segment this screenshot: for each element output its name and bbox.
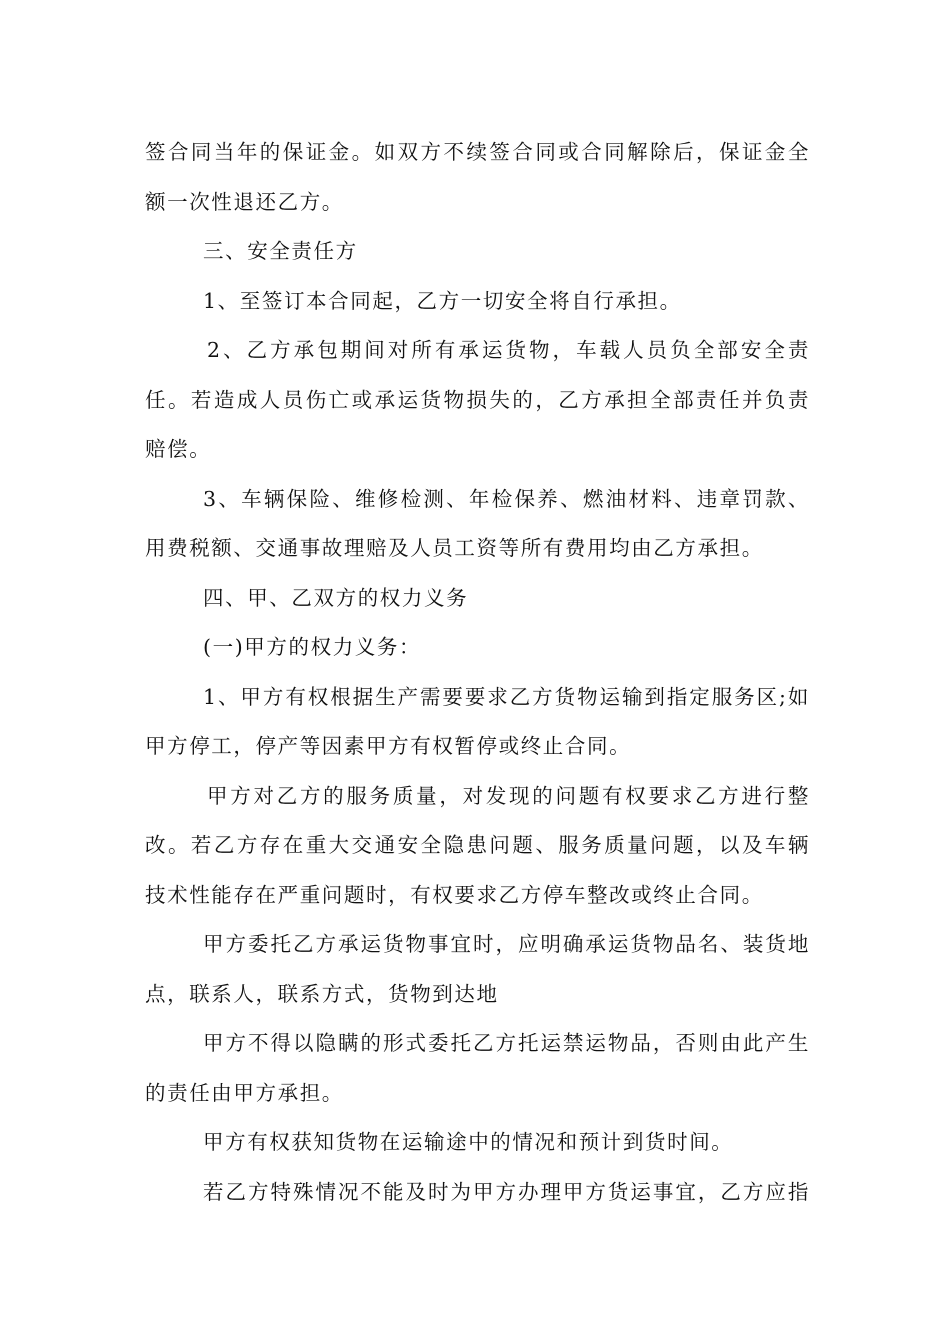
paragraph-line: 2、乙方承包期间对所有承运货物，车载人员负全部安全责 bbox=[207, 338, 810, 362]
paragraph-line: 点，联系人，联系方式，货物到达地 bbox=[145, 981, 499, 1006]
paragraph-line: 3、车辆保险、维修检测、年检保养、燃油材料、违章罚款、 bbox=[203, 486, 810, 511]
paragraph-line: 额一次性退还乙方。 bbox=[145, 189, 344, 214]
paragraph-line: 甲方对乙方的服务质量，对发现的问题有权要求乙方进行整 bbox=[207, 783, 810, 808]
paragraph-line: 甲方有权获知货物在运输途中的情况和预计到货时间。 bbox=[203, 1130, 734, 1154]
document-body bbox=[145, 128, 810, 1217]
paragraph-line: 甲方委托乙方承运货物事宜时，应明确承运货物品名、装货地 bbox=[203, 932, 810, 956]
paragraph-line: 甲方不得以隐瞒的形式委托乙方托运禁运物品，否则由此产生 bbox=[203, 1031, 810, 1055]
paragraph-line: 改。若乙方存在重大交通安全隐患问题、服务质量问题，以及车辆 bbox=[145, 833, 810, 857]
paragraph-line: 1、至签订本合同起，乙方一切安全将自行承担。 bbox=[203, 288, 682, 313]
paragraph-line: 赔偿。 bbox=[145, 437, 212, 461]
paragraph-line: 技术性能存在严重问题时，有权要求乙方停车整改或终止合同。 bbox=[145, 882, 764, 907]
paragraph-line: 任。若造成人员伤亡或承运货物损失的，乙方承担全部责任并负责 bbox=[145, 387, 810, 412]
paragraph-line: 的责任由甲方承担。 bbox=[145, 1080, 344, 1105]
section-heading: 三、安全责任方 bbox=[203, 239, 358, 263]
paragraph-line: 若乙方特殊情况不能及时为甲方办理甲方货运事宜，乙方应指 bbox=[203, 1179, 810, 1204]
paragraph-line: 1、甲方有权根据生产需要要求乙方货物运输到指定服务区;如 bbox=[203, 684, 810, 709]
paragraph-line: 甲方停工，停产等因素甲方有权暂停或终止合同。 bbox=[145, 734, 632, 758]
paragraph-line: 用费税额、交通事故理赔及人员工资等所有费用均由乙方承担。 bbox=[145, 536, 764, 560]
section-heading: 四、甲、乙双方的权力义务 bbox=[203, 585, 469, 610]
subsection-heading: (一)甲方的权力义务： bbox=[203, 635, 422, 659]
paragraph-line: 签合同当年的保证金。如双方不续签合同或合同解除后，保证金全 bbox=[145, 140, 810, 164]
